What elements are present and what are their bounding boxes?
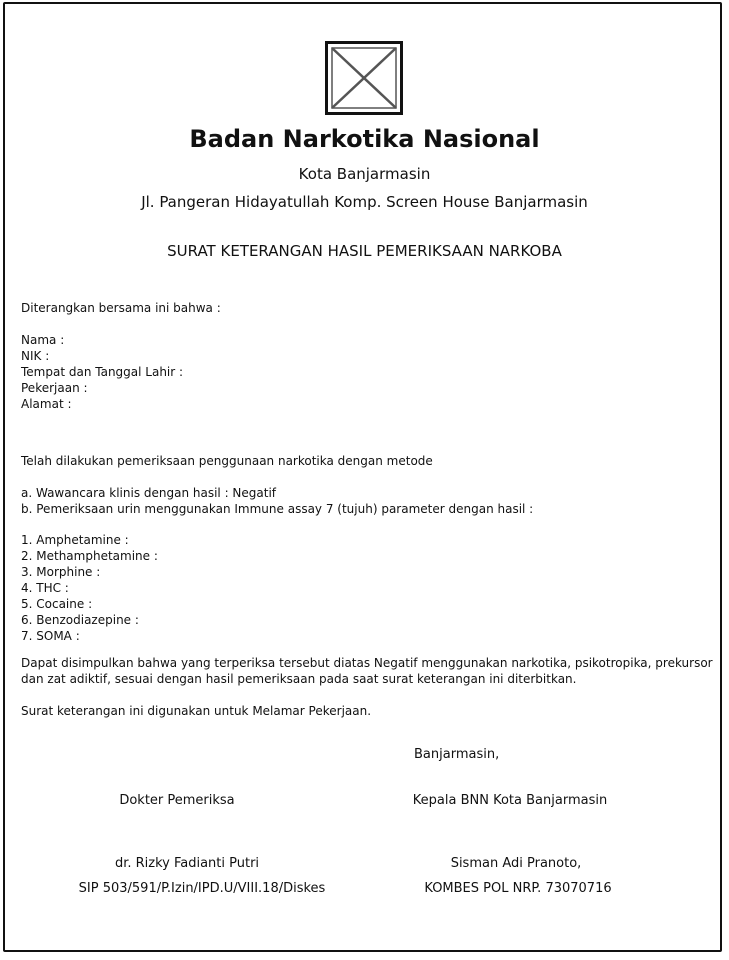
conclusion-line: Dapat disimpulkan bahwa yang terperiksa tersebut diatas Negatif menggunakan narkotika, psikotropika, prekursor: [21, 656, 713, 670]
placeholder-cross-box-icon: [325, 41, 403, 115]
method-item: a. Wawancara klinis dengan hasil : Negatif: [21, 486, 277, 500]
field-alamat: Alamat :: [21, 397, 72, 411]
field-nik: NIK :: [21, 349, 50, 363]
conclusion-line: dan zat adiktif, sesuai dengan hasil pemeriksaan pada saat surat keterangan ini diterbitkan.: [21, 672, 577, 686]
method-intro-text: Telah dilakukan pemeriksaan penggunaan narkotika dengan metode: [21, 454, 433, 468]
right-signatory-role: Kepala BNN Kota Banjarmasin: [412, 793, 608, 808]
organization-city: Kota Banjarmasin: [298, 165, 431, 183]
field-pekerjaan: Pekerjaan :: [21, 381, 88, 395]
organization-address: Jl. Pangeran Hidayatullah Komp. Screen House Banjarmasin: [141, 193, 588, 211]
parameter-item: 1. Amphetamine :: [21, 533, 129, 547]
parameter-item: 2. Methamphetamine :: [21, 549, 158, 563]
field-nama: Nama :: [21, 333, 65, 347]
parameter-item: 5. Cocaine :: [21, 597, 93, 611]
field-ttl: Tempat dan Tanggal Lahir :: [21, 365, 184, 379]
right-signatory-id: KOMBES POL NRP. 73070716: [424, 881, 612, 896]
parameter-item: 4. THC :: [21, 581, 69, 595]
left-signatory-role: Dokter Pemeriksa: [119, 793, 235, 808]
purpose-text: Surat keterangan ini digunakan untuk Melamar Pekerjaan.: [21, 704, 372, 718]
document-title: SURAT KETERANGAN HASIL PEMERIKSAAN NARKOBA: [167, 242, 562, 260]
left-signatory-id: SIP 503/591/P.Izin/IPD.U/VIII.18/Diskes: [78, 881, 326, 896]
organization-title: Badan Narkotika Nasional: [189, 125, 540, 153]
parameter-item: 6. Benzodiazepine :: [21, 613, 139, 627]
parameter-item: 3. Morphine :: [21, 565, 101, 579]
parameter-item: 7. SOMA :: [21, 629, 80, 643]
signature-place: Banjarmasin,: [414, 747, 500, 762]
intro-text: Diterangkan bersama ini bahwa :: [21, 301, 221, 315]
right-signatory-name: Sisman Adi Pranoto,: [450, 856, 582, 871]
left-signatory-name: dr. Rizky Fadianti Putri: [114, 856, 260, 871]
method-item: b. Pemeriksaan urin menggunakan Immune assay 7 (tujuh) parameter dengan hasil :: [21, 502, 534, 516]
